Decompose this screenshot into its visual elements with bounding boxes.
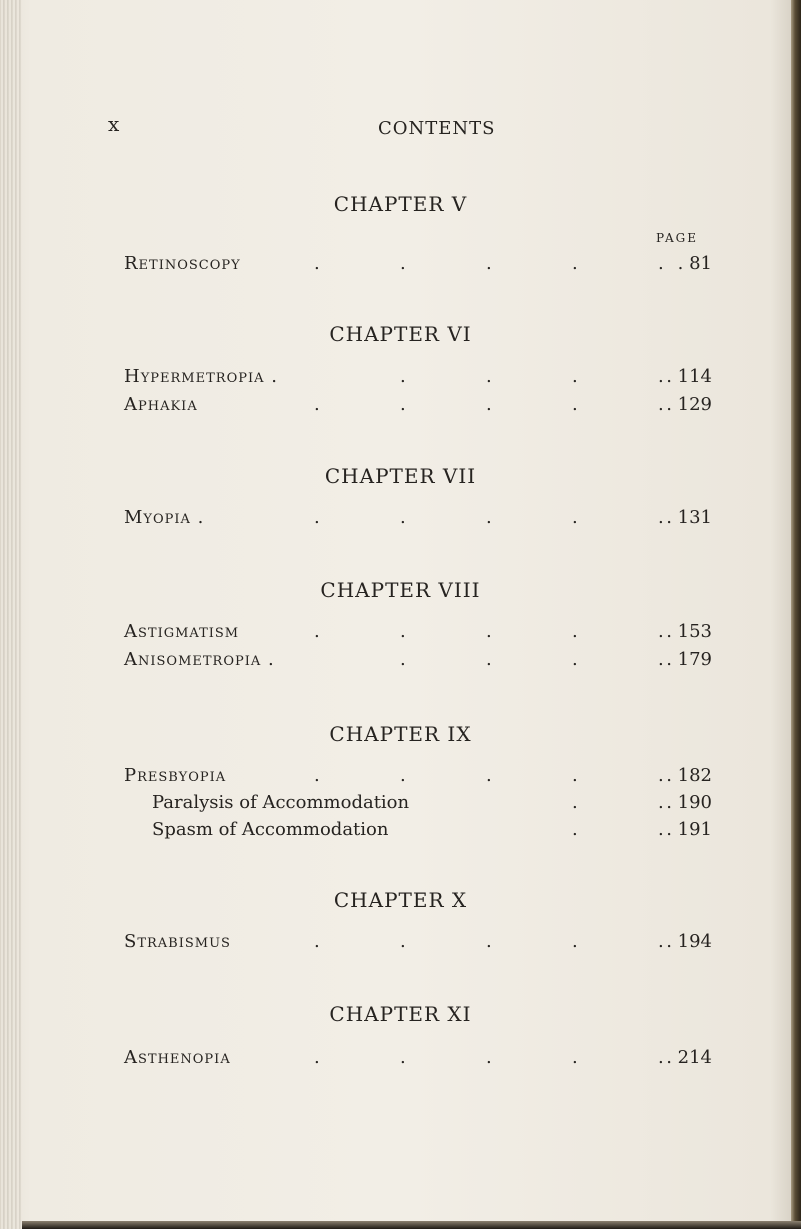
- entry-title: Hypermetropia .: [124, 366, 278, 387]
- dot-leader: . . . . .: [314, 931, 664, 952]
- dot-leader: . . . . .: [314, 621, 664, 642]
- dot-leader: . . . . .: [314, 507, 664, 528]
- entry-page-number: . 194: [666, 931, 712, 952]
- entry-title: Retinoscopy: [124, 253, 241, 274]
- entry-title: Myopia .: [124, 507, 205, 528]
- dot-leader: . . . .: [400, 366, 664, 387]
- chapter-heading: CHAPTER V: [333, 192, 468, 216]
- running-head: CONTENTS: [378, 118, 496, 139]
- dot-leader: . . . . .: [314, 765, 664, 786]
- toc-subentry: [124, 819, 712, 845]
- page-folio: x: [108, 112, 120, 136]
- toc-entry: [124, 931, 712, 957]
- toc-subentry: [124, 792, 712, 818]
- entry-title: Strabismus: [124, 931, 231, 952]
- toc-entry: [124, 649, 712, 675]
- entry-page-number: . 131: [666, 507, 712, 528]
- dot-leader: . . . . .: [314, 394, 664, 415]
- chapter-heading: CHAPTER X: [333, 888, 468, 912]
- toc-entry: [124, 366, 712, 392]
- page-edge-right: [791, 0, 801, 1229]
- entry-page-number: . 190: [666, 792, 712, 813]
- page-edge-bottom: [22, 1221, 801, 1229]
- entry-title: Spasm of Accommodation: [152, 819, 389, 840]
- toc-entry: [124, 765, 712, 791]
- entry-title: Paralysis of Accommodation: [152, 792, 410, 813]
- dot-leader: . .: [572, 819, 664, 840]
- chapter-heading: CHAPTER VII: [324, 464, 477, 488]
- entry-page-number: . 179: [666, 649, 712, 670]
- entry-page-number: . 214: [666, 1047, 712, 1068]
- chapter-heading: CHAPTER VIII: [320, 578, 481, 602]
- dot-leader: . . . . .: [314, 253, 664, 274]
- entry-page-number: . 81: [677, 253, 712, 274]
- dot-leader: . . . .: [400, 649, 664, 670]
- entry-page-number: . 182: [666, 765, 712, 786]
- chapter-heading: CHAPTER VI: [329, 322, 472, 346]
- page-column-label: PAGE: [656, 231, 698, 245]
- toc-entry: [124, 621, 712, 647]
- toc-entry: [124, 394, 712, 420]
- toc-entry: [124, 253, 712, 279]
- entry-page-number: . 114: [666, 366, 712, 387]
- entry-title: Astigmatism: [124, 621, 240, 642]
- dot-leader: . . . . .: [314, 1047, 664, 1068]
- chapter-heading: CHAPTER XI: [329, 1002, 472, 1026]
- entry-title: Anisometropia .: [124, 649, 275, 670]
- chapter-heading: CHAPTER IX: [329, 722, 472, 746]
- entry-page-number: . 129: [666, 394, 712, 415]
- entry-title: Presbyopia: [124, 765, 227, 786]
- page-gutter: [0, 0, 22, 1229]
- entry-title: Asthenopia: [124, 1047, 231, 1068]
- entry-page-number: . 153: [666, 621, 712, 642]
- toc-entry: [124, 1047, 712, 1073]
- dot-leader: . .: [572, 792, 664, 813]
- entry-title: Aphakia: [124, 394, 198, 415]
- toc-entry: [124, 507, 712, 533]
- entry-page-number: . 191: [666, 819, 712, 840]
